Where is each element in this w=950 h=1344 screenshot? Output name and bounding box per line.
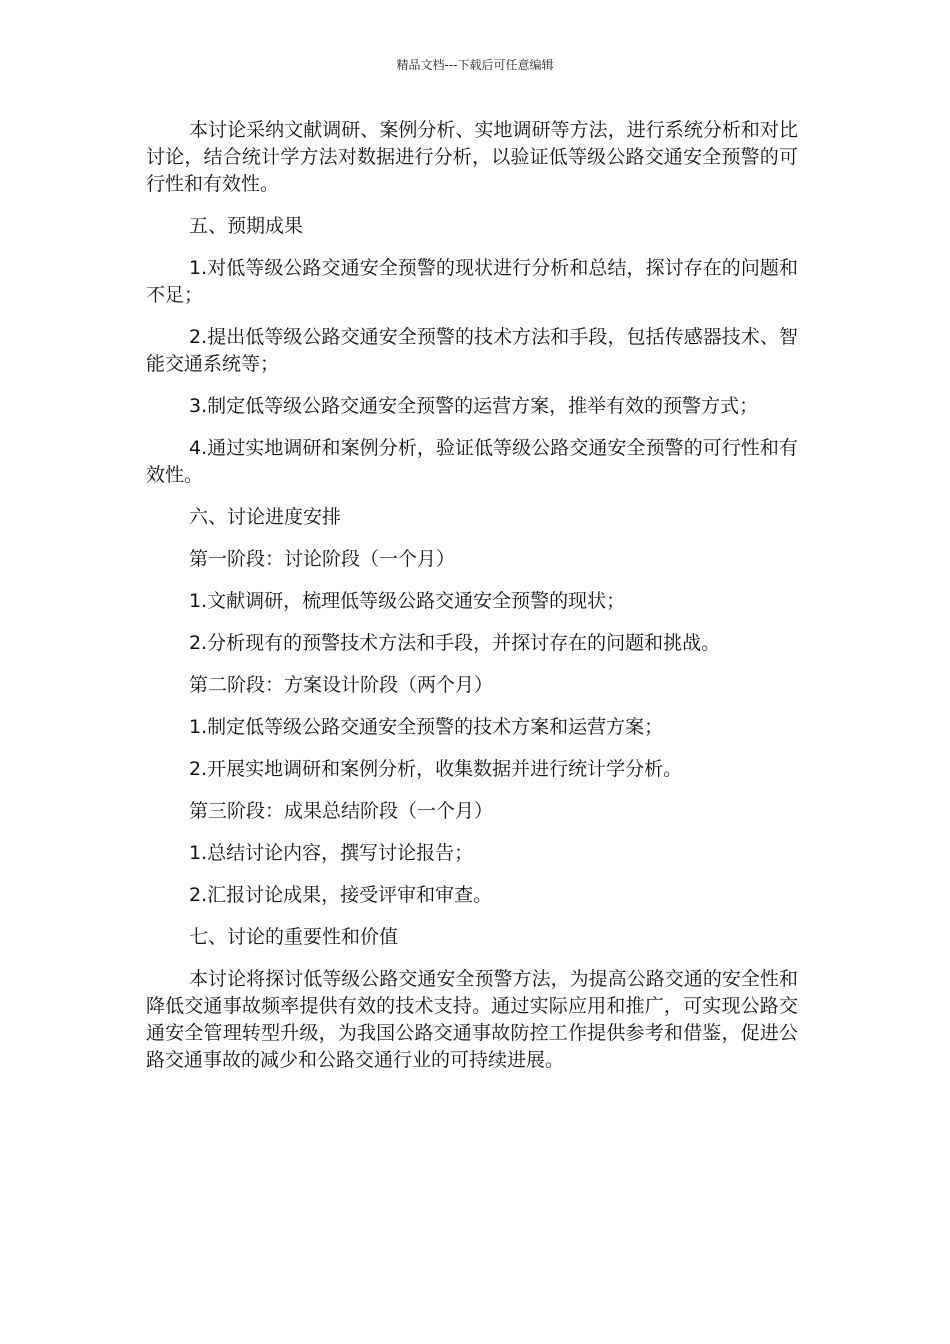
section-heading-schedule: 六、讨论进度安排	[189, 506, 342, 528]
list-item: 2.分析现有的预警技术方法和手段，并探讨存在的问题和挑战。	[189, 632, 721, 654]
list-item: 1.对低等级公路交通安全预警的现状进行分析和总结，探讨存在的问题和不足；	[146, 257, 798, 306]
phase-heading-1: 第一阶段：讨论阶段（一个月）	[189, 548, 456, 570]
list-item: 1.制定低等级公路交通安全预警的技术方案和运营方案；	[189, 716, 664, 738]
list-item: 1.文献调研，梳理低等级公路交通安全预警的现状；	[189, 590, 626, 612]
page-header: 精品文档---下载后可任意编辑	[396, 58, 554, 72]
phase-heading-3: 第三阶段：成果总结阶段（一个月）	[189, 800, 494, 822]
paragraph-method: 本讨论采纳文献调研、案例分析、实地调研等方法，进行系统分析和对比讨论，结合统计学方法对数据进行分析，以验证低等级公路交通安全预警的可行性和有效性。	[146, 119, 798, 195]
paragraph-importance: 本讨论将探讨低等级公路交通安全预警方法，为提高公路交通的安全性和降低交通事故频率提供有效的技术支持。通过实际应用和推广，可实现公路交通安全管理转型升级，为我国公路交通事故防控工作提供参考和借鉴，促进公路交通事故的减少和公路交通行业的可持续进展。	[146, 968, 798, 1071]
list-item: 2.汇报讨论成果，接受评审和审查。	[189, 884, 493, 906]
list-item: 3.制定低等级公路交通安全预警的运营方案，推举有效的预警方式；	[189, 395, 759, 417]
section-heading-importance: 七、讨论的重要性和价值	[189, 926, 399, 948]
list-item: 2.开展实地调研和案例分析，收集数据并进行统计学分析。	[189, 758, 683, 780]
list-item: 4.通过实地调研和案例分析，验证低等级公路交通安全预警的可行性和有效性。	[146, 437, 798, 486]
phase-heading-2: 第二阶段：方案设计阶段（两个月）	[189, 674, 494, 696]
document-body	[146, 117, 798, 1089]
section-heading-expected-results: 五、预期成果	[189, 215, 304, 237]
list-item: 2.提出低等级公路交通安全预警的技术方法和手段，包括传感器技术、智能交通系统等；	[146, 326, 798, 375]
list-item: 1.总结讨论内容，撰写讨论报告；	[189, 842, 474, 864]
